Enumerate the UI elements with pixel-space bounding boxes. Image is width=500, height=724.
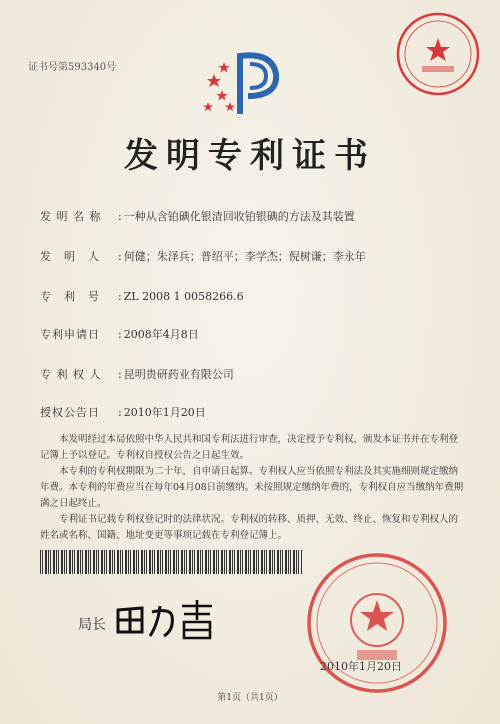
field-label: 专利申请日: [40, 328, 100, 341]
field-value: 2008年4月8日: [123, 328, 199, 341]
official-seal: [302, 548, 452, 698]
field-value: 2010年1月20日: [123, 406, 206, 419]
field-inventors: 发 明 人 : 何健；朱泽兵；普绍平；李学杰；倪树谦；李永年: [40, 250, 366, 263]
body-paragraph: 本专利的专利权期限为二十年，自申请日起算。专利权人应当依照专利法及其实施细则规定缴纳年费。本专利的年费应当在每年04月08日前缴纳。未按照规定缴纳年费的，专利权自应当缴纳年费期满之日起终止。: [40, 466, 464, 509]
page-title: 发明专利证书: [124, 136, 376, 176]
issue-date: 2010年1月20日: [320, 660, 402, 673]
field-value: ZL 2008 1 0058266.6: [123, 290, 244, 303]
body-paragraph: 本发明经过本局依照中华人民共和国专利法进行审查，决定授予专利权，颁发本证书并在专利登记簿上予以登记。专利权自授权公告之日起生效。: [40, 434, 459, 461]
director-signature: [112, 596, 222, 642]
field-invention-name: 发 明 名 称 : 一种从含铂碘化银渣回收铂银碘的方法及其装置: [40, 210, 355, 223]
field-value: 昆明贵研药业有限公司: [123, 368, 234, 381]
barcode: [40, 550, 302, 574]
field-patent-number: 专 利 号 : ZL 2008 1 0058266.6: [40, 290, 244, 303]
patent-office-logo: [200, 44, 290, 124]
field-label: 专 利 权 人: [40, 368, 102, 381]
body-paragraph: 专利证书记载专利权登记时的法律状况。专利权的转移、质押、无效、终止、恢复和专利权人的姓名或名称、国籍、地址变更等事项记载在专利登记簿上。: [40, 514, 459, 541]
certificate-body: [40, 432, 464, 544]
field-label: 发 明 人: [40, 250, 100, 263]
page-indicator: 第1页（共1页）: [217, 693, 283, 703]
field-value: 何健；朱泽兵；普绍平；李学杰；倪树谦；李永年: [123, 250, 366, 263]
field-grant-date: 授权公告日 : 2010年1月20日: [40, 406, 206, 419]
field-patentee: 专 利 权 人 : 昆明贵研药业有限公司: [40, 368, 234, 381]
director-label: 局长: [78, 617, 106, 633]
field-application-date: 专利申请日 : 2008年4月8日: [40, 328, 199, 341]
field-label: 授权公告日: [40, 406, 100, 419]
field-value: 一种从含铂碘化银渣回收铂银碘的方法及其装置: [123, 210, 355, 223]
field-label: 发 明 名 称: [40, 210, 102, 223]
certificate-number: 证书号第593340号: [28, 62, 117, 73]
field-label: 专 利 号: [40, 290, 100, 303]
agency-seal: [392, 8, 484, 100]
